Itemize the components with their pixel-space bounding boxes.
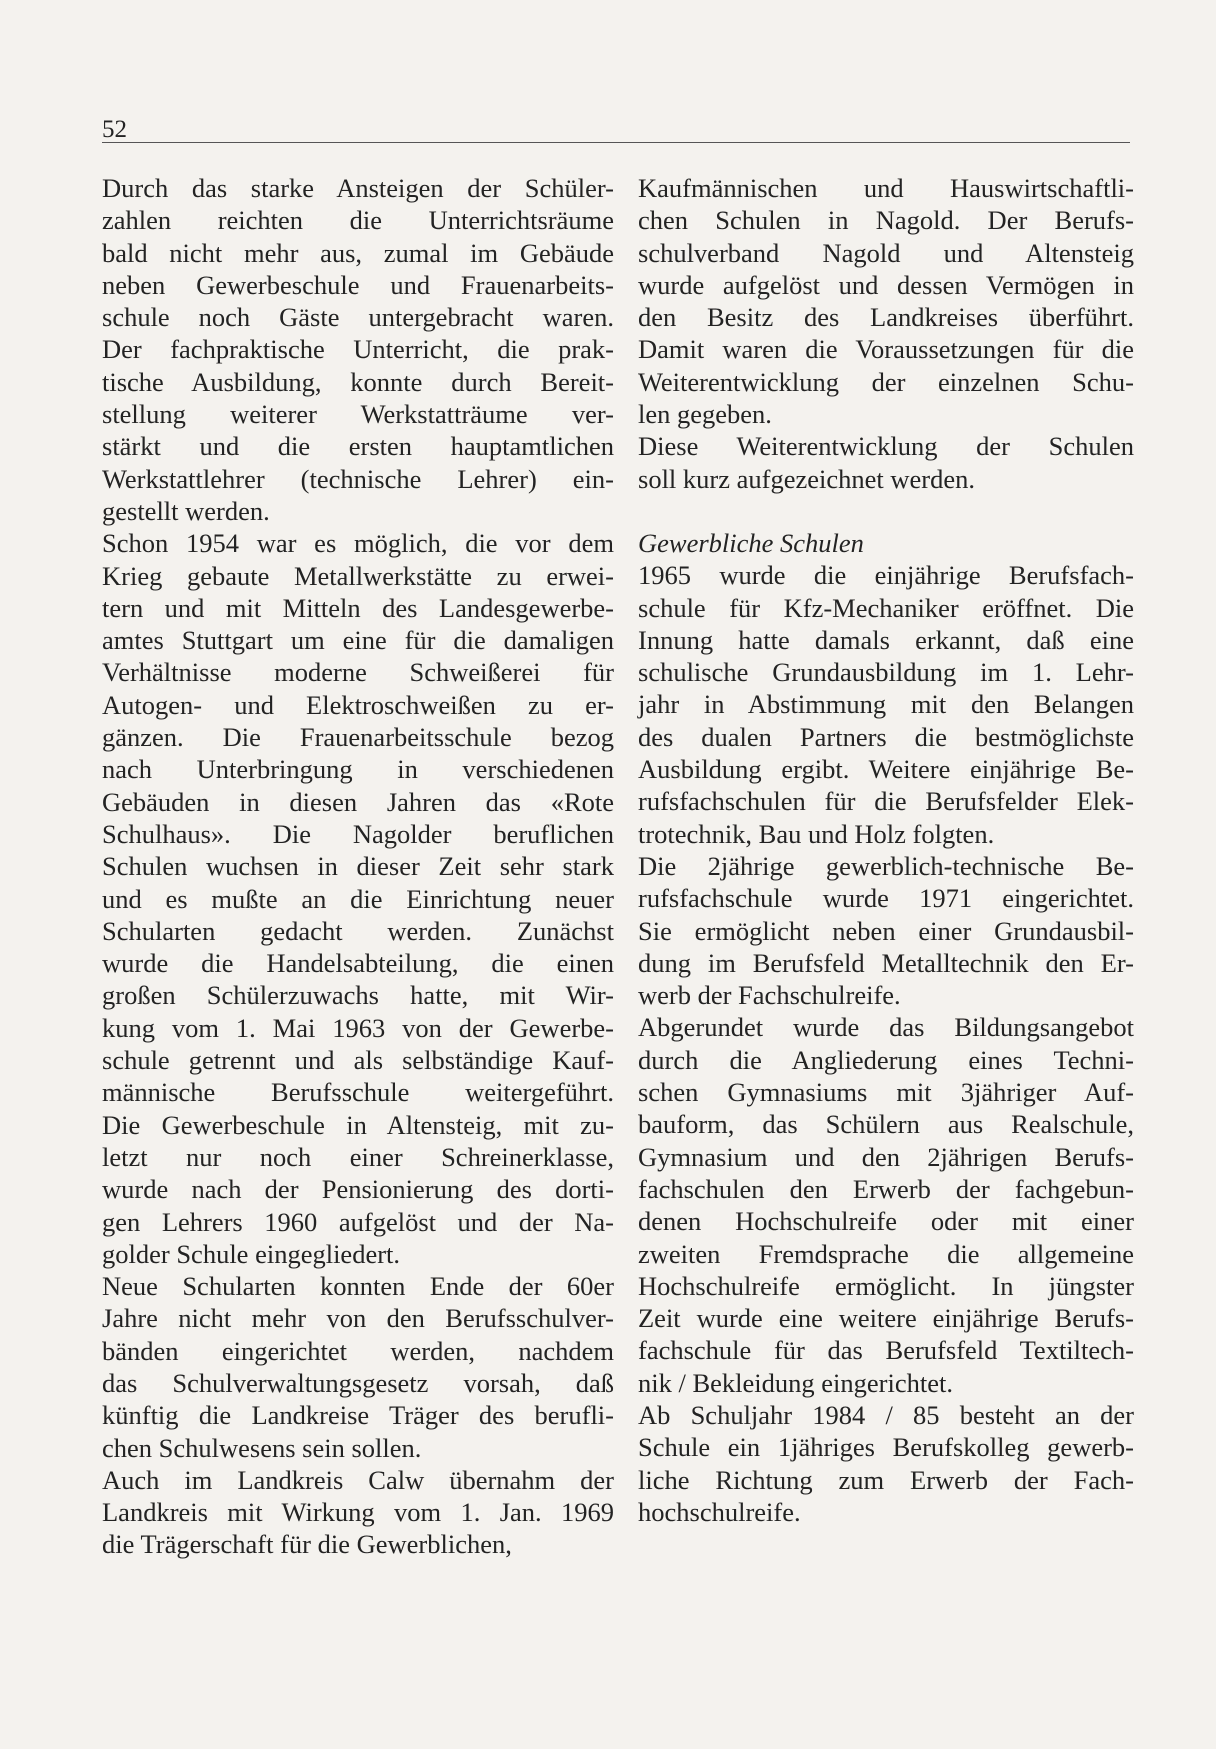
text-line: Landkreis mit Wirkung vom 1. Jan. 1969	[102, 1497, 614, 1528]
page-number: 52	[102, 116, 127, 143]
text-line: Der fachpraktische Unterricht, die prak-	[102, 334, 614, 365]
text-line: Sie ermöglicht neben einer Grundausbil-	[638, 915, 1134, 946]
text-line: Neue Schularten konnten Ende der 60er	[102, 1271, 614, 1302]
text-line: hochschulreife.	[638, 1496, 801, 1527]
text-line: denen Hochschulreife oder mit einer	[638, 1206, 1134, 1237]
text-line: das Schulverwaltungsgesetz vorsah, daß	[102, 1367, 614, 1398]
text-line: tern und mit Mitteln des Landesgewerbe-	[102, 592, 614, 623]
text-line: Krieg gebaute Metallwerkstätte zu erwei-	[102, 560, 614, 591]
text-line: schule getrennt und als selbständige Kauf-	[102, 1045, 614, 1076]
text-line: nik / Bekleidung eingerichtet.	[638, 1367, 953, 1398]
text-line: Hochschulreife ermöglicht. In jüngster	[638, 1270, 1134, 1301]
text-line: Die 2jährige gewerblich-technische Be-	[638, 850, 1134, 881]
text-line: Innung hatte damals erkannt, daß eine	[638, 624, 1134, 655]
text-line: und es mußte an die Einrichtung neuer	[102, 883, 614, 914]
text-line: Weiterentwicklung der einzelnen Schu-	[638, 366, 1134, 397]
text-line: Schule ein 1jähriges Berufskolleg gewerb-	[638, 1432, 1134, 1463]
text-line: wurde nach der Pensionierung des dorti-	[102, 1174, 614, 1205]
text-line: Gebäuden in diesen Jahren das «Rote	[102, 786, 614, 817]
text-line: amtes Stuttgart um eine für die damaligen	[102, 625, 614, 656]
text-line: stellung weiterer Werkstatträume ver-	[102, 399, 614, 430]
text-line: Schulhaus». Die Nagolder beruflichen	[102, 818, 614, 849]
text-line: gestellt werden.	[102, 495, 270, 526]
section-heading: Gewerbliche Schulen	[638, 527, 864, 558]
text-line: dung im Berufsfeld Metalltechnik den Er-	[638, 947, 1134, 978]
text-line: jahr in Abstimmung mit den Belangen	[638, 689, 1134, 720]
text-line: Schularten gedacht werden. Zunächst	[102, 915, 614, 946]
text-line: großen Schülerzuwachs hatte, mit Wir-	[102, 980, 614, 1011]
text-line: neben Gewerbeschule und Frauenarbeits-	[102, 269, 614, 300]
text-line: Kaufmännischen und Hauswirtschaftli-	[638, 173, 1134, 203]
text-line: schule für Kfz-Mechaniker eröffnet. Die	[638, 592, 1134, 623]
text-line: zahlen reichten die Unterrichtsräume	[102, 205, 614, 236]
text-line: len gegeben.	[638, 399, 772, 430]
text-line: männische Berufsschule weitergeführt.	[102, 1077, 614, 1108]
text-line: fachschulen den Erwerb der fachgebun-	[638, 1173, 1134, 1204]
text-line: gänzen. Die Frauenarbeitsschule bezog	[102, 722, 614, 753]
text-line: Ausbildung ergibt. Weitere einjährige Be-	[638, 754, 1134, 785]
text-line: Schon 1954 war es möglich, die vor dem	[102, 528, 614, 559]
text-line: rufsfachschule wurde 1971 eingerichtet.	[638, 883, 1134, 914]
section-spacer	[638, 495, 1134, 527]
text-line: werb der Fachschulreife.	[638, 980, 901, 1011]
left-column	[102, 172, 614, 1561]
text-line: Gymnasium und den 2jährigen Berufs-	[638, 1141, 1134, 1172]
text-line: gen Lehrers 1960 aufgelöst und der Na-	[102, 1206, 614, 1237]
text-line: bald nicht mehr aus, zumal im Gebäude	[102, 237, 614, 268]
text-line: durch die Angliederung eines Techni-	[638, 1044, 1134, 1075]
text-line: soll kurz aufgezeichnet werden.	[638, 463, 975, 494]
text-line: Abgerundet wurde das Bildungsangebot	[638, 1012, 1134, 1043]
text-line: fachschule für das Berufsfeld Textiltech-	[638, 1335, 1134, 1366]
text-line: Autogen- und Elektroschweißen zu er-	[102, 689, 614, 720]
text-line: schen Gymnasiums mit 3jähriger Auf-	[638, 1077, 1134, 1108]
text-line: des dualen Partners die bestmöglichste	[638, 721, 1134, 752]
text-line: die Trägerschaft für die Gewerblichen,	[102, 1529, 512, 1560]
text-line: stärkt und die ersten hauptamtlichen	[102, 431, 614, 462]
text-line: chen Schulen in Nagold. Der Berufs-	[638, 205, 1134, 236]
right-column	[638, 172, 1134, 1528]
text-line: 1965 wurde die einjährige Berufsfach-	[638, 560, 1134, 591]
text-line: kung vom 1. Mai 1963 von der Gewerbe-	[102, 1012, 614, 1043]
text-line: bauform, das Schülern aus Realschule,	[638, 1109, 1134, 1140]
header-rule	[102, 142, 1130, 143]
text-line: Auch im Landkreis Calw übernahm der	[102, 1464, 614, 1495]
text-line: Durch das starke Ansteigen der Schüler-	[102, 173, 614, 203]
right-column-bottom-text	[638, 559, 1134, 1528]
text-line: Jahre nicht mehr von den Berufsschulver-	[102, 1303, 614, 1334]
text-line: golder Schule eingegliedert.	[102, 1238, 401, 1269]
text-line: schulverband Nagold und Altensteig	[638, 237, 1134, 268]
text-line: tische Ausbildung, konnte durch Bereit-	[102, 366, 614, 397]
text-line: Damit waren die Voraussetzungen für die	[638, 334, 1134, 365]
text-line: den Besitz des Landkreises überführt.	[638, 302, 1134, 333]
text-line: rufsfachschulen für die Berufsfelder Elek-	[638, 786, 1134, 817]
right-column-top-text	[638, 172, 1134, 495]
text-line: Verhältnisse moderne Schweißerei für	[102, 657, 614, 688]
text-line: Schulen wuchsen in dieser Zeit sehr stark	[102, 851, 614, 882]
text-line: nach Unterbringung in verschiedenen	[102, 754, 614, 785]
text-line: bänden eingerichtet werden, nachdem	[102, 1335, 614, 1366]
text-line: zweiten Fremdsprache die allgemeine	[638, 1238, 1134, 1269]
text-line: Werkstattlehrer (technische Lehrer) ein-	[102, 463, 614, 494]
text-line: chen Schulwesens sein sollen.	[102, 1432, 422, 1463]
text-line: wurde die Handelsabteilung, die einen	[102, 948, 614, 979]
text-line: schule noch Gäste untergebracht waren.	[102, 302, 614, 333]
text-line: letzt nur noch einer Schreinerklasse,	[102, 1141, 614, 1172]
text-line: Die Gewerbeschule in Altensteig, mit zu-	[102, 1109, 614, 1140]
text-line: Ab Schuljahr 1984 / 85 besteht an der	[638, 1399, 1134, 1430]
text-line: Zeit wurde eine weitere einjährige Berufs-	[638, 1303, 1134, 1334]
text-line: wurde aufgelöst und dessen Vermögen in	[638, 269, 1134, 300]
text-line: liche Richtung zum Erwerb der Fach-	[638, 1464, 1134, 1495]
text-line: Diese Weiterentwicklung der Schulen	[638, 431, 1134, 462]
text-line: trotechnik, Bau und Holz folgten.	[638, 818, 995, 849]
text-line: schulische Grundausbildung im 1. Lehr-	[638, 657, 1134, 688]
text-line: künftig die Landkreise Träger des berufli-	[102, 1400, 614, 1431]
